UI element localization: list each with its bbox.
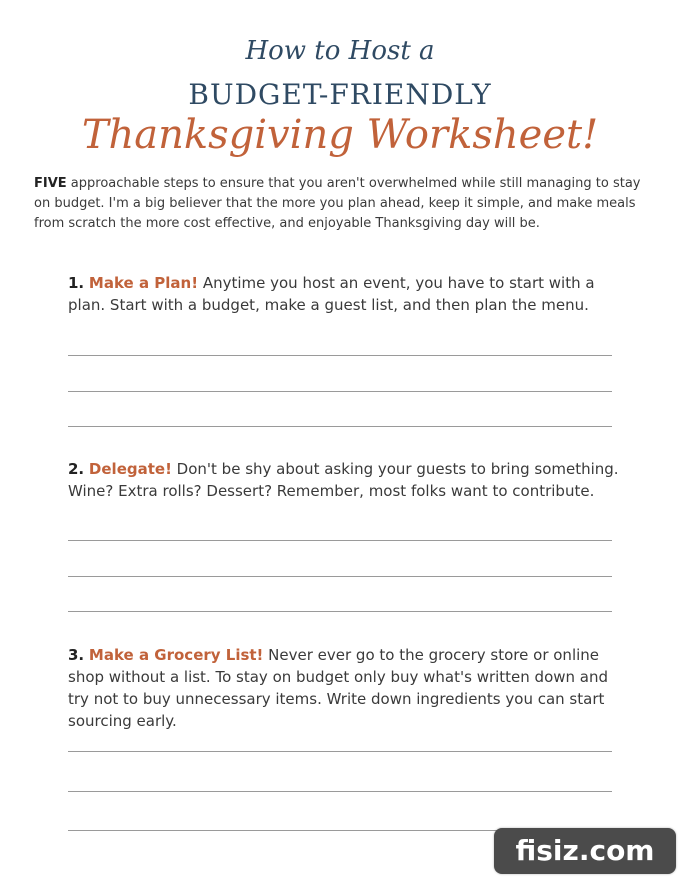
step-2-text: Don't be shy about asking your guests to bring something. Wine? Extra rolls? Dessert? Remember, most folks want to contribute. [68, 460, 619, 500]
answer-line[interactable] [68, 355, 612, 356]
answer-line[interactable] [68, 576, 612, 577]
step-2-number: 2. [68, 460, 85, 478]
step-3 [68, 644, 628, 732]
title-line-3: Thanksgiving Worksheet! [81, 112, 599, 158]
step-3-heading: Make a Grocery List! [88, 646, 264, 664]
step-2-heading: Delegate! [88, 460, 172, 478]
watermark-logo: fisiz.com [494, 828, 676, 874]
step-3-number: 3. [68, 646, 85, 664]
answer-line[interactable] [68, 391, 612, 392]
step-2 [68, 458, 628, 502]
step-3-text: Never ever go to the grocery store or online shop without a list. To stay on budget only buy what's written down and try not to buy unnecessary items. Write down ingredients you can start sourcing early. [68, 646, 609, 730]
intro-paragraph [34, 174, 646, 234]
answer-line[interactable] [68, 426, 612, 427]
answer-line[interactable] [68, 611, 612, 612]
step-1-text: Anytime you host an event, you have to start with a plan. Start with a budget, make a guest list, and then plan the menu. [68, 274, 595, 314]
intro-lead: FIVE [34, 176, 67, 191]
answer-line[interactable] [68, 751, 612, 752]
step-1 [68, 272, 628, 316]
answer-line[interactable] [68, 791, 612, 792]
step-1-heading: Make a Plan! [88, 274, 199, 292]
title-line-1: How to Host a [245, 36, 435, 66]
title-line-2: BUDGET-FRIENDLY [188, 78, 492, 111]
step-1-number: 1. [68, 274, 85, 292]
intro-text: approachable steps to ensure that you aren't overwhelmed while still managing to stay on budget. I'm a big believer that the more you plan ahead, keep it simple, and make meals from scratch the more cost effective, and enjoyable Thanksgiving day will be. [34, 176, 641, 231]
answer-line[interactable] [68, 540, 612, 541]
